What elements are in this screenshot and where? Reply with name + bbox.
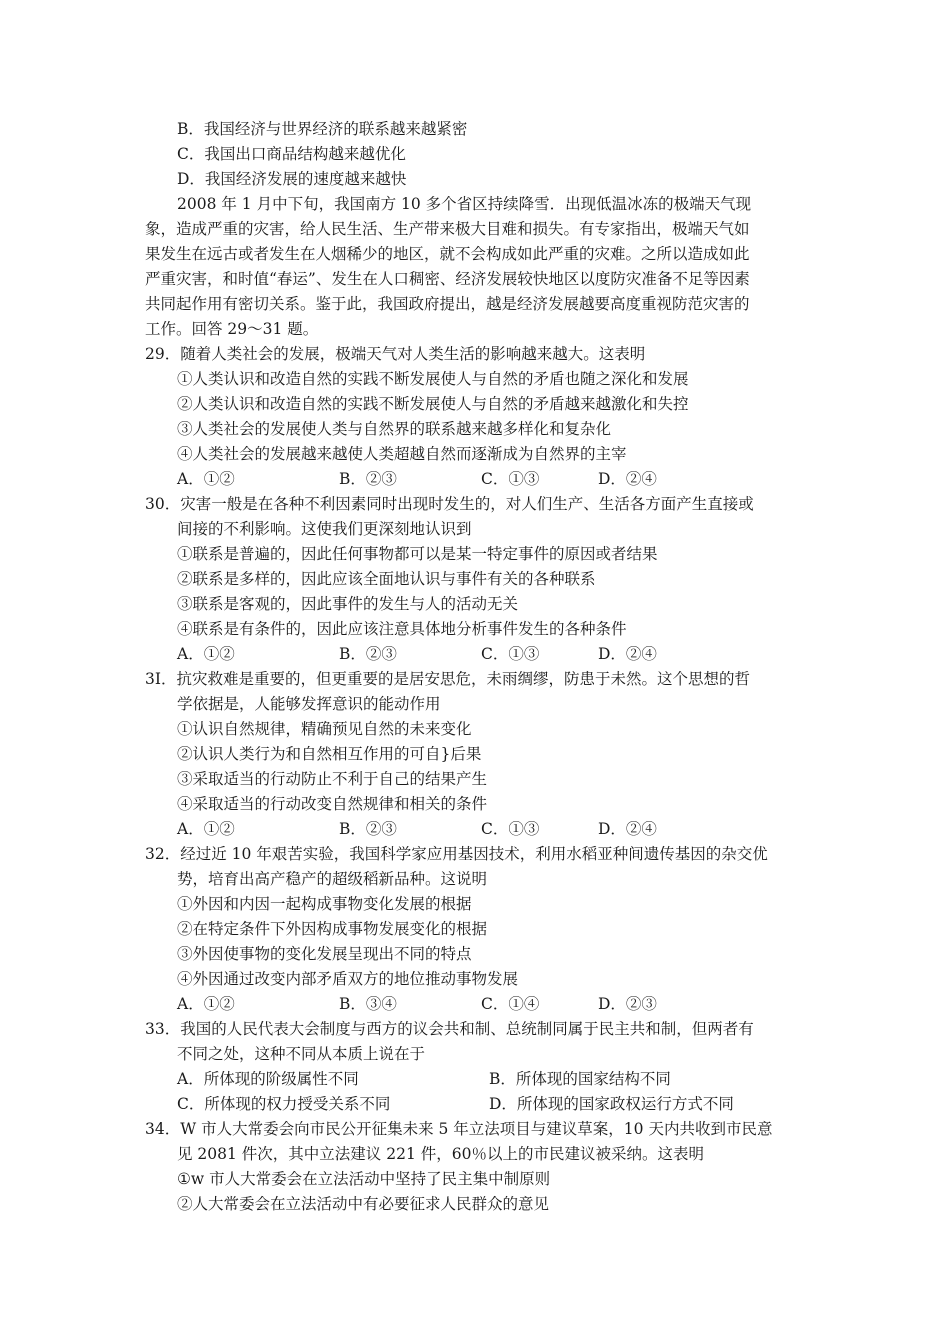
q31-choice-c: C．①③	[481, 820, 540, 838]
q32-item-1: ①外因和内因一起构成事物变化发展的根据	[177, 895, 472, 913]
q29-item-2: ②人类认识和改造自然的实践不断发展使人与自然的矛盾越来越激化和失控	[177, 395, 689, 413]
q34-item-1: ①w 市人大常委会在立法活动中坚持了民主集中制原则	[177, 1170, 551, 1188]
q30-item-3: ③联系是客观的，因此事件的发生与人的活动无关	[177, 595, 519, 613]
q31-item-1: ①认识自然规律，精确预见自然的未来变化	[177, 720, 472, 738]
q32-choice-b: B．③④	[339, 995, 397, 1013]
q32-item-2: ②在特定条件下外因构成事物发展变化的根据	[177, 920, 488, 938]
q30-choice-d: D．②④	[598, 645, 657, 663]
q31-choice-b: B．②③	[339, 820, 397, 838]
q32-choice-a: A．①②	[177, 995, 235, 1013]
question-31-stem: 学依据是，人能够发挥意识的能动作用	[177, 695, 441, 713]
q29-item-1: ①人类认识和改造自然的实践不断发展使人与自然的矛盾也随之深化和发展	[177, 370, 689, 388]
question-31-stem: 3I．抗灾救难是重要的，但更重要的是居安思危，未雨绸缪，防患于未然。这个思想的哲	[145, 670, 750, 688]
q33-choice-d: D．所体现的国家政权运行方式不同	[489, 1095, 734, 1113]
passage-line: 严重灾害，和时值“春运”、发生在人口稠密、经济发展较快地区以度防灾准备不足等因素	[145, 270, 750, 288]
question-29-stem: 29．随着人类社会的发展，极端天气对人类生活的影响越来越大。这表明	[145, 345, 646, 363]
question-30-stem: 间接的不利影响。这使我们更深刻地认识到	[177, 520, 472, 538]
question-34-stem: 34．W 市人大常委会向市民公开征集未来 5 年立法项目与建议草案，10 天内共收到市民意	[145, 1120, 773, 1138]
q32-choice-c: C．①④	[481, 995, 540, 1013]
q29-choice-d: D．②④	[598, 470, 657, 488]
q33-choice-a: A．所体现的阶级属性不同	[177, 1070, 359, 1088]
q29-choice-b: B．②③	[339, 470, 397, 488]
q34-item-2: ②人大常委会在立法活动中有必要征求人民群众的意见	[177, 1195, 550, 1213]
q31-choice-a: A．①②	[177, 820, 235, 838]
q32-item-4: ④外因通过改变内部矛盾双方的地位推动事物发展	[177, 970, 519, 988]
q32-item-3: ③外因使事物的变化发展呈现出不同的特点	[177, 945, 472, 963]
intro-option-c: C．我国出口商品结构越来越优化	[177, 145, 406, 163]
intro-option-b: B．我国经济与世界经济的联系越来越紧密	[177, 120, 468, 138]
q30-choice-c: C．①③	[481, 645, 540, 663]
question-32-stem: 32．经过近 10 年艰苦实验，我国科学家应用基因技术，利用水稻亚种间遗传基因的杂交优	[145, 845, 768, 863]
q32-choice-d: D．②③	[598, 995, 657, 1013]
intro-option-d: D．我国经济发展的速度越来越快	[177, 170, 407, 188]
q30-item-1: ①联系是普遍的，因此任何事物都可以是某一特定事件的原因或者结果	[177, 545, 658, 563]
q29-item-3: ③人类社会的发展使人类与自然界的联系越来越多样化和复杂化	[177, 420, 612, 438]
q31-item-4: ④采取适当的行动改变自然规律和相关的条件	[177, 795, 488, 813]
q33-choice-c: C．所体现的权力授受关系不同	[177, 1095, 391, 1113]
passage-line: 果发生在远古或者发生在人烟稀少的地区，就不会构成如此严重的灾难。之所以造成如此	[145, 245, 750, 263]
question-34-stem: 见 2081 件次，其中立法建议 221 件，60％以上的市民建议被采纳。这表明	[177, 1145, 704, 1163]
q31-item-2: ②认识人类行为和自然相互作用的可自}后果	[177, 745, 482, 763]
q30-choice-b: B．②③	[339, 645, 397, 663]
passage-line: 2008 年 1 月中下旬，我国南方 10 多个省区持续降雪．出现低温冰冻的极端天气现	[177, 195, 752, 213]
q33-choice-b: B．所体现的国家结构不同	[489, 1070, 671, 1088]
question-32-stem: 势，培育出高产稳产的超级稻新品种。这说明	[177, 870, 488, 888]
passage-line: 共同起作用有密切关系。鉴于此，我国政府提出，越是经济发展越要高度重视防范灾害的	[145, 295, 750, 313]
q30-item-4: ④联系是有条件的，因此应该注意具体地分析事件发生的各种条件	[177, 620, 627, 638]
q29-item-4: ④人类社会的发展越来越使人类超越自然而逐渐成为自然界的主宰	[177, 445, 627, 463]
q29-choice-c: C．①③	[481, 470, 540, 488]
question-33-stem: 33．我国的人民代表大会制度与西方的议会共和制、总统制同属于民主共和制，但两者有	[145, 1020, 754, 1038]
question-30-stem: 30．灾害一般是在各种不利因素同时出现时发生的，对人们生产、生活各方面产生直接或	[145, 495, 754, 513]
q31-item-3: ③采取适当的行动防止不利于自己的结果产生	[177, 770, 488, 788]
q30-item-2: ②联系是多样的，因此应该全面地认识与事件有关的各种联系	[177, 570, 596, 588]
passage-line: 工作。回答 29～31 题。	[145, 320, 319, 338]
q30-choice-a: A．①②	[177, 645, 235, 663]
passage-line: 象，造成严重的灾害，给人民生活、生产带来极大目难和损失。有专家指出，极端天气如	[145, 220, 750, 238]
q31-choice-d: D．②④	[598, 820, 657, 838]
q29-choice-a: A．①②	[177, 470, 235, 488]
question-33-stem: 不同之处，这种不同从本质上说在于	[177, 1045, 426, 1063]
